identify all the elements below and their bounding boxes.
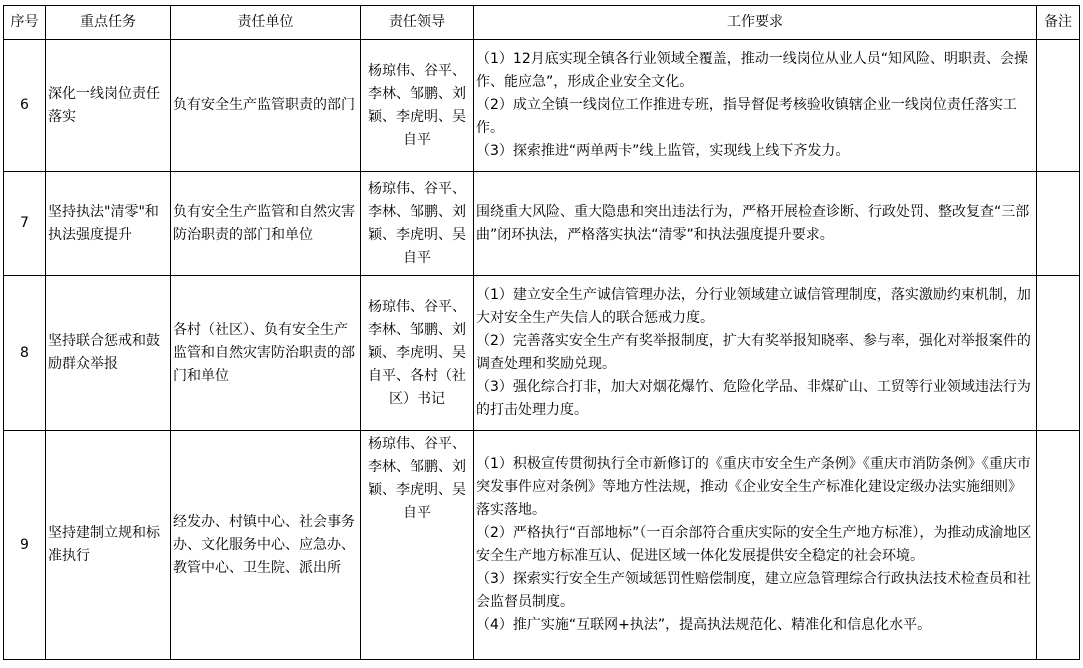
requirement-item: （2）严格执行“百部地标”（一百余部符合重庆实际的安全生产地方标准），为推动成渝地区安全生产地方标准互认、促进区域一体化发展提供安全稳定的社会环境。 — [476, 525, 1032, 564]
row-note — [1037, 172, 1080, 276]
requirement-item: （3）强化综合打非，加大对烟花爆竹、危险化学品、非煤矿山、工贸等行业领域违法行为的打击处理力度。 — [476, 379, 1031, 418]
header-note: 备注 — [1037, 6, 1080, 40]
row-leader: 杨琼伟、谷平、李林、邹鹏、刘颖、李虎明、吴自平 — [361, 172, 474, 276]
row-requirements — [474, 431, 1037, 660]
requirement-item: （3）探索实行安全生产领域惩罚性赔偿制度，建立应急管理综合行政执法技术检查员和社会监督员制度。 — [476, 571, 1031, 610]
requirement-item: （1）建立安全生产诚信管理办法，分行业领域建立诚信管理制度，落实激励约束机制，加大对安全生产失信人的联合惩戒力度。 — [476, 287, 1031, 326]
table-row — [4, 40, 1080, 172]
table-row — [4, 276, 1080, 431]
header-task: 重点任务 — [46, 6, 171, 40]
row-leader: 杨琼伟、谷平、李林、邹鹏、刘颖、李虎明、吴自平、各村（社区）书记 — [361, 276, 474, 431]
table-row — [4, 431, 1080, 660]
row-task: 坚持执法"清零"和执法强度提升 — [46, 172, 171, 276]
row-leader: 杨琼伟、谷平、李林、邹鹏、刘颖、李虎明、吴自平 — [361, 40, 474, 172]
header-row — [4, 6, 1080, 40]
row-requirements — [474, 172, 1037, 276]
requirement-item: （1）12月底实现全镇各行业领域全覆盖，推动一线岗位从业人员“知风险、明职责、会操作、能应急”，形成企业安全文化。 — [476, 51, 1028, 90]
row-unit: 各村（社区）、负有安全生产监管和自然灾害防治职责的部门和单位 — [171, 276, 361, 431]
requirement-item: 围绕重大风险、重大隐患和突出违法行为，严格开展检查诊断、行政处罚、整改复查“三部曲”闭环执法，严格落实执法“清零”和执法强度提升要求。 — [476, 203, 1030, 243]
row-note — [1037, 431, 1080, 660]
row-requirements — [474, 276, 1037, 431]
header-requirements: 工作要求 — [474, 6, 1037, 40]
requirement-item: （4）推广实施“互联网+执法”，提高执法规范化、精准化和信息化水平。 — [476, 617, 932, 633]
row-unit: 经发办、村镇中心、社会事务办、文化服务中心、应急办、教管中心、卫生院、派出所 — [171, 431, 361, 660]
row-num: 9 — [4, 431, 46, 660]
requirement-item: （2）完善落实安全生产有奖举报制度，扩大有奖举报知晓率、参与率，强化对举报案件的调查处理和奖励兑现。 — [476, 333, 1031, 372]
row-note — [1037, 40, 1080, 172]
header-leader: 责任领导 — [361, 6, 474, 40]
task-table — [3, 5, 1080, 660]
row-num: 6 — [4, 40, 46, 172]
row-note — [1037, 276, 1080, 431]
header-num: 序号 — [4, 6, 46, 40]
row-num: 8 — [4, 276, 46, 431]
table-row — [4, 172, 1080, 276]
requirement-item: （3）探索推进“两单两卡”线上监管，实现线上线下齐发力。 — [476, 143, 850, 159]
requirement-item: （2）成立全镇一线岗位工作推进专班，指导督促考核验收镇辖企业一线岗位责任落实工作。 — [476, 97, 1017, 136]
row-task: 深化一线岗位责任落实 — [46, 40, 171, 172]
row-num: 7 — [4, 172, 46, 276]
row-unit: 负有安全生产监管和自然灾害防治职责的部门和单位 — [171, 172, 361, 276]
header-unit: 责任单位 — [171, 6, 361, 40]
row-task: 坚持联合惩戒和鼓励群众举报 — [46, 276, 171, 431]
row-task: 坚持建制立规和标准执行 — [46, 431, 171, 660]
row-leader: 杨琼伟、谷平、李林、邹鹏、刘颖、李虎明、吴自平 — [361, 431, 474, 660]
requirement-item: （1）积极宣传贯彻执行全市新修订的《重庆市安全生产条例》《重庆市消防条例》《重庆市突发事件应对条例》等地方性法规，推动《企业安全生产标准化建设定级办法实施细则》落实落地。 — [476, 456, 1031, 518]
row-requirements — [474, 40, 1037, 172]
row-unit: 负有安全生产监管职责的部门 — [171, 40, 361, 172]
